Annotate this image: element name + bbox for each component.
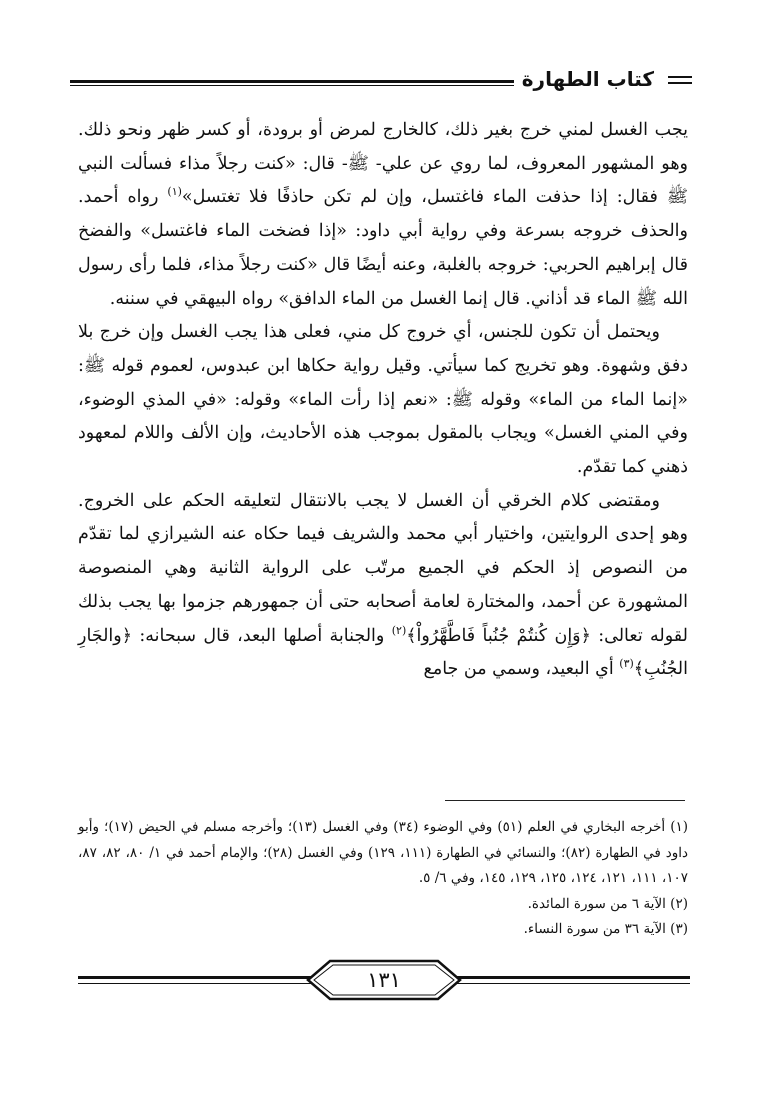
- footnote-3: (٣) الآية ٣٦ من سورة النساء.: [523, 921, 688, 937]
- footnote-2: (٢) الآية ٦ من سورة المائدة.: [527, 895, 688, 912]
- footnote-ref-2[interactable]: (٢): [391, 623, 407, 637]
- paragraph-3: [78, 485, 688, 687]
- paragraph-1-text-b: رواه أحمد. والحذف خروجه بسرعة وفي رواية أبي داود: «إذا فضخت الماء فاغتسل» والفضخ قال إبراهيم الحربي: خروجه بالغلبة، وعنه أيضًا قال «كنت رجلاً مذاء، فلما رأى رسول الله ﷺ الماء قد أذاني. قال إنما الغسل من الماء الدافق» رواه البيهقي في سننه.: [78, 187, 688, 309]
- paragraph-2: ويحتمل أن تكون للجنس، أي خروج كل مني، فعلى هذا يجب الغسل وإن خرج بلا دفق وشهوة. وهو تخريج كما سيأتي. وقيل رواية حكاها ابن عبدوس، لعموم قوله ﷺ: «إنما الماء من الماء» وقوله ﷺ: «نعم إذا رأت الماء» وقوله: «في المذي الوضوء، وفي المني الغسل» ويجاب بالمقول بموجب هذه الأحاديث، وإن الألف واللام لمعهود ذهني كما تقدّم.: [78, 322, 688, 478]
- chapter-title: كتاب الطهارة: [514, 64, 662, 94]
- header-ornament: [668, 76, 692, 84]
- paragraph-3-text-a: ومقتضى كلام الخرقي أن الغسل لا يجب بالانتقال لتعليقه الحكم على الخروج. وهو إحدى الروايتين، واختيار أبي محمد والشريف فيما حكاه عنه الشيرازي لما تقدّم من النصوص إذ الحكم في الجميع مرتّب على الرواية الثانية وهي المنصوصة المشهورة عن أحمد، والمختارة لعامة أصحابه حتى أن جمهورهم جزموا بها يجب بذلك لقوله تعالى: ﴿وَإِن كُنتُمْ جُنُباً فَاطَّهَّرُواْ﴾: [78, 490, 688, 646]
- main-text: [78, 114, 688, 687]
- footnote-divider: [445, 800, 685, 801]
- footnote-ref-3[interactable]: (٣): [619, 657, 634, 671]
- footnote-ref-1[interactable]: (١): [167, 185, 182, 199]
- header-rule: [70, 80, 520, 86]
- running-header: [70, 64, 692, 104]
- footer-rule-right: [454, 976, 690, 984]
- footer-rule-left: [78, 976, 314, 984]
- footnotes: [78, 815, 688, 943]
- page-number: ١٣١: [367, 968, 401, 992]
- page-number-frame: [78, 958, 690, 1002]
- paragraph-3-text-b: والجنابة أصلها البعد، قال سبحانه: ﴿والجَارِ الجُنُبِ﴾: [78, 625, 688, 680]
- footnote-1: (١) أخرجه البخاري في العلم (٥١) وفي الوضوء (٣٤) وفي الغسل (١٣)؛ وأخرجه مسلم في الحيض (١٧)؛ وأبو داود في الطهارة (٨٢)؛ والنسائي في الطهارة (١١١، ١٢٩) وفي الغسل (٢٨)؛ والإمام أحمد في ١/ ٨٠، ٨٢، ٨٧، ١٠٧، ١١١، ١٢١، ١٢٤، ١٢٥، ١٢٩، ١٤٥، وفي ٦/ ٥.: [78, 819, 689, 886]
- paragraph-1-text-a: يجب الغسل لمني خرج بغير ذلك، كالخارج لمرض أو برودة، أو كسر ظهر ونحو ذلك. وهو المشهور المعروف، لما روي عن علي- ﷺ- قال: «كنت رجلاً مذاء فسألت النبي ﷺ فقال: إذا حذفت الماء فاغتسل، وإن لم تكن حاذفًا فلا تغتسل»: [78, 120, 688, 208]
- paragraph-3-text-c: أي البعيد، وسمي من جامع: [423, 659, 620, 680]
- paragraph-1: [78, 114, 688, 316]
- page-number-box: [304, 958, 464, 1002]
